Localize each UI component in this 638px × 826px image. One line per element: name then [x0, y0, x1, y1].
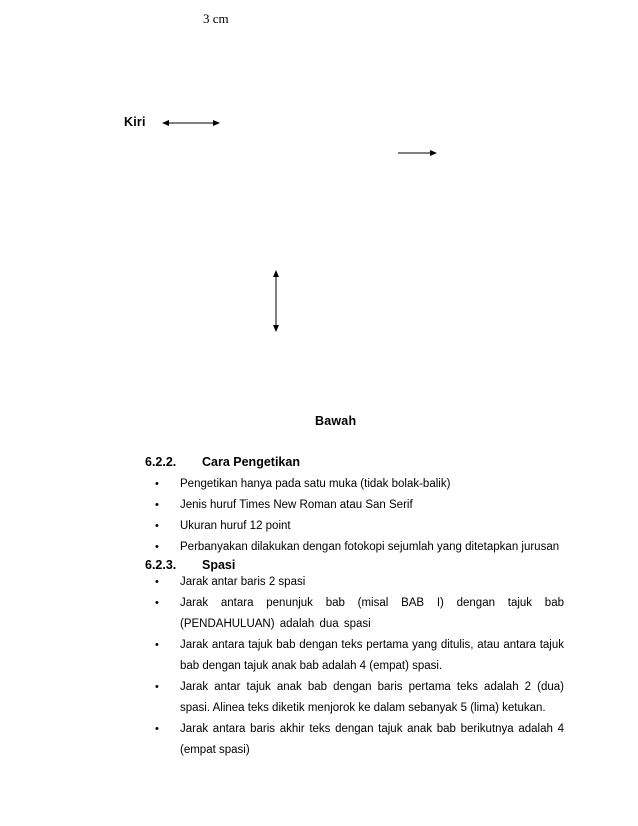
list-item	[148, 635, 564, 677]
list-item	[148, 495, 564, 516]
bullet-icon: •	[155, 478, 159, 490]
list-item-text: Jarak antar tajuk anak bab dengan baris pertama teks adalah 2 (dua) spasi. Alinea teks diketik menjorok ke dalam sebanyak 5 (lima) ketukan.	[180, 681, 564, 714]
list-item	[148, 677, 564, 719]
bullet-icon: •	[155, 576, 159, 588]
left-margin-label: Kiri	[124, 115, 146, 129]
section-623-title: Spasi	[202, 558, 236, 572]
left-margin-double-arrow	[162, 118, 222, 130]
list-item-text: Jarak antara tajuk bab dengan teks pertama yang ditulis, atau antara tajuk bab dengan tajuk anak bab adalah 4 (empat) spasi.	[180, 639, 564, 672]
list-item	[148, 516, 564, 537]
bullet-icon: •	[155, 681, 159, 693]
section-622-number: 6.2.2.	[145, 455, 177, 469]
bullet-icon: •	[155, 541, 159, 553]
list-item-text: Jarak antar baris 2 spasi	[180, 576, 306, 588]
list-item-text: Perbanyakan dilakukan dengan fotokopi sejumlah yang ditetapkan jurusan	[180, 541, 560, 553]
list-item	[148, 474, 564, 495]
section-622-list	[148, 474, 564, 558]
bullet-icon: •	[155, 499, 159, 511]
vertical-double-arrow	[270, 270, 282, 332]
bottom-margin-label: Bawah	[315, 414, 357, 428]
right-margin-arrow	[398, 147, 440, 159]
list-item	[148, 572, 564, 593]
list-item-text: Ukuran huruf 12 point	[180, 520, 291, 532]
list-item-text: Jarak antara baris akhir teks dengan tajuk anak bab berikutnya adalah 4 (empat spasi)	[180, 723, 564, 756]
bullet-icon: •	[155, 520, 159, 532]
list-item-text: Pengetikan hanya pada satu muka (tidak bolak-balik)	[180, 478, 451, 490]
list-item	[148, 537, 564, 558]
list-item-text: Jarak antara penunjuk bab (misal BAB I) dengan tajuk bab (PENDAHULUAN) adalah dua spasi	[180, 597, 564, 630]
list-item	[148, 593, 564, 635]
section-623-list	[148, 572, 564, 761]
list-item-text: Jenis huruf Times New Roman atau San Serif	[180, 499, 413, 511]
section-622-title: Cara Pengetikan	[202, 455, 300, 469]
top-margin-label: 3 cm	[203, 11, 229, 26]
bullet-icon: •	[155, 639, 159, 651]
bullet-icon: •	[155, 723, 159, 735]
bullet-icon: •	[155, 597, 159, 609]
list-item	[148, 719, 564, 761]
section-623-number: 6.2.3.	[145, 558, 177, 572]
